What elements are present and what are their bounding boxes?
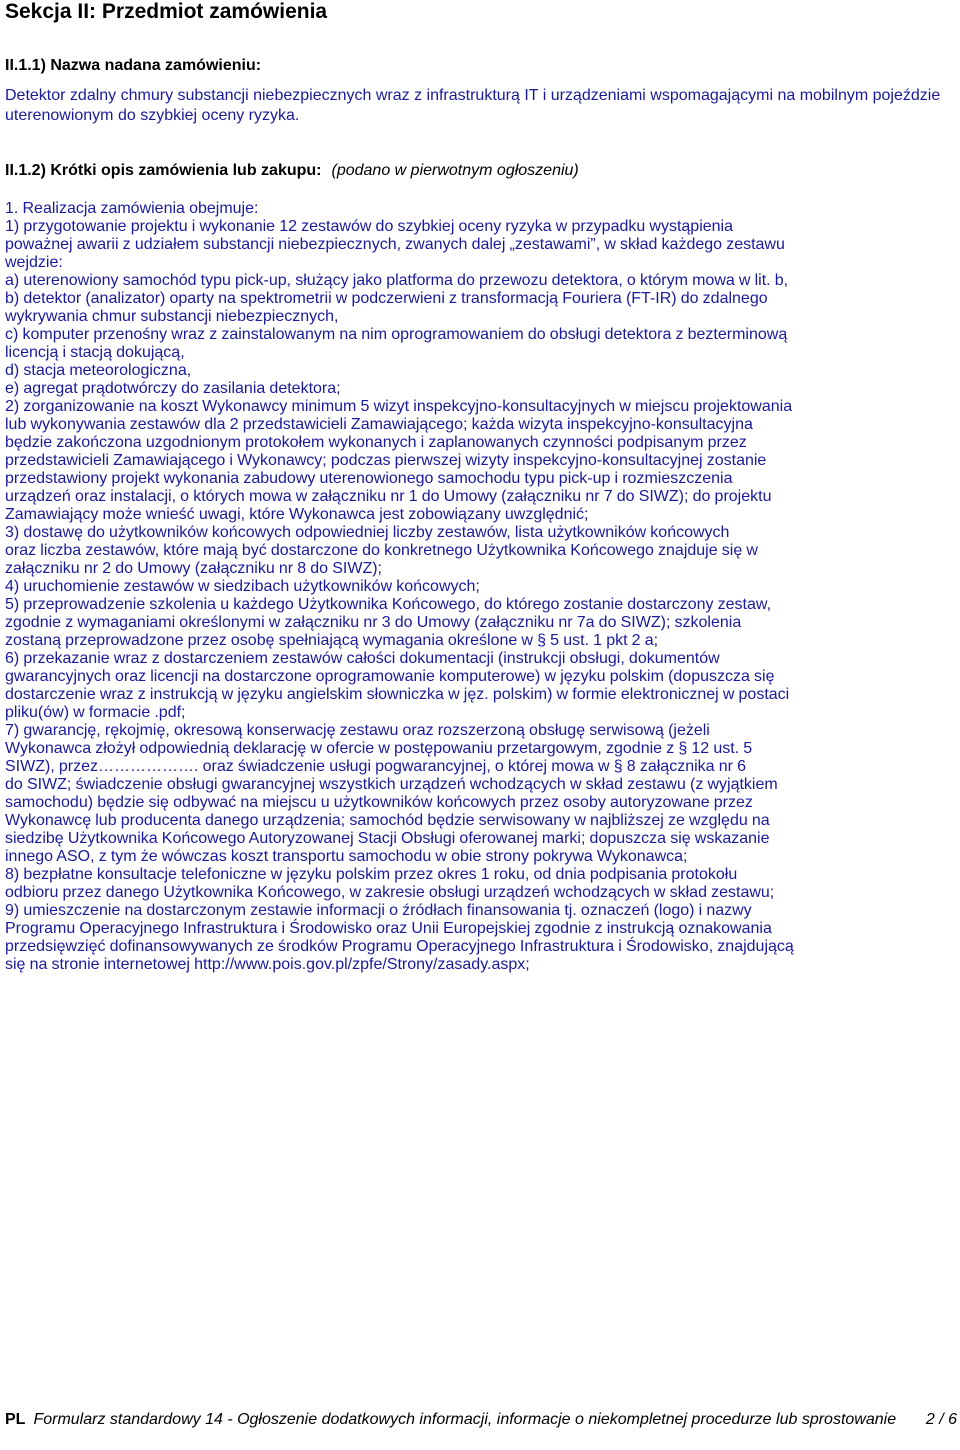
description-line: Zamawiający może wnieść uwagi, które Wykonawca jest zobowiązany uwzględnić; [5, 506, 589, 523]
description-heading-label: II.1.2) Krótki opis zamówienia lub zakupu: [5, 162, 322, 179]
description-line: licencją i stacją dokującą, [5, 344, 185, 361]
description-line: 1) przygotowanie projektu i wykonanie 12 zestawów do szybkiej oceny ryzyka w przypadku wystąpienia [5, 218, 734, 235]
description-line: gwarancyjnych oraz licencji na dostarczone oprogramowanie komputerowe) w języku polskim (dopuszcza się [5, 668, 775, 685]
description-line: będzie zakończona uzgodnionym protokołem wykonanych i zaplanowanych czynności podpisanym przez [5, 434, 747, 451]
footer-page-number: 2 / 6 [925, 1411, 957, 1428]
description-line: Programu Operacyjnego Infrastruktura i Środowisko oraz Unii Europejskiej zgodnie z instrukcją oznakowania [5, 920, 772, 937]
description-line: siedzibę Użytkownika Końcowego Autoryzowanej Stacji Obsługi oferowanej marki; dopuszcza się wskazanie [5, 830, 770, 847]
description-line: b) detektor (analizator) oparty na spektrometrii w podczerwieni z transformacją Fouriera (FT-IR) do zdalnego [5, 290, 768, 307]
description-line: 4) uruchomienie zestawów w siedzibach użytkowników końcowych; [5, 578, 480, 595]
description-line: pliku(ów) w formacie .pdf; [5, 704, 186, 721]
description-line: do SIWZ; świadczenie obsługi gwarancyjnej wszystkich urządzeń wchodzących w skład zestawu (z wyjątkiem [5, 776, 778, 793]
section-title: Sekcja II: Przedmiot zamówienia [5, 0, 328, 23]
description-line: urządzeń oraz instalacji, o których mowa w załączniku nr 1 do Umowy (załączniku nr 7 do SIWZ); do projektu [5, 488, 772, 505]
description-line: innego ASO, z tym że wówczas koszt transportu samochodu w obie strony pokrywa Wykonawca; [5, 848, 688, 865]
description-line: samochodu) będzie się odbywać na miejscu u użytkowników końcowych przez osoby autoryzowane przez [5, 794, 753, 811]
description-line: a) uterenowiony samochód typu pick-up, służący jako platforma do przewozu detektora, o którym mowa w lit. b, [5, 272, 789, 289]
description-line: wykrywania chmur substancji niebezpiecznych, [5, 308, 339, 325]
description-line: załączniku nr 2 do Umowy (załączniku nr 8 do SIWZ); [5, 560, 382, 577]
description-line: oraz liczba zestawów, które mają być dostarczone do konkretnego Użytkownika Końcowego znajduje się w [5, 542, 758, 559]
page-footer [5, 1410, 957, 1430]
description-line: przedstawicieli Zamawiającego i Wykonawcy; podczas pierwszej wizyty inspekcyjno-konsultacyjnej zostanie [5, 452, 767, 469]
description-line: 1. Realizacja zamówienia obejmuje: [5, 200, 259, 217]
description-line: 7) gwarancję, rękojmię, okresową konserwację zestawu oraz rozszerzoną obsługę serwisową (jeżeli [5, 722, 710, 739]
description-line: poważnej awarii z udziałem substancji niebezpiecznych, zwanych dalej „zestawami”, w skład każdego zestawu [5, 236, 785, 253]
description-line: 9) umieszczenie na dostarczonym zestawie informacji o źródłach finansowania tj. oznaczeń (logo) i nazwy [5, 902, 752, 919]
description-line: dostarczenie wraz z instrukcją w języku angielskim słowniczka w jęz. polskim) w formie elektronicznej w postaci [5, 686, 790, 703]
description-line: zostaną przeprowadzone przez osobę spełniającą wymagania określone w § 5 ust. 1 pkt 2 a; [5, 632, 659, 649]
description-line: d) stacja meteorologiczna, [5, 362, 192, 379]
footer-language: PL [5, 1411, 26, 1428]
description-body [5, 200, 957, 974]
name-heading [5, 56, 261, 76]
description-line: 2) zorganizowanie na koszt Wykonawcy minimum 5 wizyt inspekcyjno-konsultacyjnych w miejscu projektowania [5, 398, 793, 415]
name-heading-label: II.1.1) Nazwa nadana zamówieniu: [5, 57, 262, 74]
description-line: 5) przeprowadzenie szkolenia u każdego Użytkownika Końcowego, do którego zostanie dostarczony zestaw, [5, 596, 772, 613]
description-line: 6) przekazanie wraz z dostarczeniem zestawów całości dokumentacji (instrukcji obsługi, dokumentów [5, 650, 720, 667]
description-line: Wykonawcę lub producenta danego urządzenia; samochód będzie serwisowany w najbliższej ze względu na [5, 812, 770, 829]
description-line: zgodnie z wymaganiami określonymi w załączniku nr 3 do Umowy (załączniku nr 7a do SIWZ); szkolenia [5, 614, 742, 631]
footer-form-title: Formularz standardowy 14 - Ogłoszenie dodatkowych informacji, informacje o niekompletnej procedurze lub sprostowanie [33, 1411, 897, 1428]
description-line: 8) bezpłatne konsultacje telefoniczne w języku polskim przez okres 1 roku, od dnia podpisania protokołu [5, 866, 738, 883]
description-line: c) komputer przenośny wraz z zainstalowanym na nim oprogramowaniem do obsługi detektora z bezterminową [5, 326, 788, 343]
description-line: odbioru przez danego Użytkownika Końcowego, w zakresie obsługi urządzeń wchodzących w skład zestawu; [5, 884, 775, 901]
contract-name: Detektor zdalny chmury substancji niebezpiecznych wraz z infrastrukturą IT i urządzeniami wspomagającymi na mobilnym pojeździe uterenowionym do szybkiej oceny ryzyka. [5, 87, 941, 124]
description-line: Wykonawca złożył odpowiednią deklarację w ofercie w postępowaniu przetargowym, zgodnie z § 12 ust. 5 [5, 740, 753, 757]
description-line: się na stronie internetowej http://www.pois.gov.pl/zpfe/Strony/zasady.aspx; [5, 956, 530, 973]
description-line: 3) dostawę do użytkowników końcowych odpowiedniej liczby zestawów, lista użytkowników końcowych [5, 524, 730, 541]
description-line: przedsięwzięć dofinansowywanych ze środków Programu Operacyjnego Infrastruktura i Środowisko, znajdującą [5, 938, 794, 955]
description-heading-note: (podano w pierwotnym ogłoszeniu) [331, 162, 579, 179]
description-line: lub wykonywania zestawów dla 2 przedstawicieli Zamawiającego; każda wizyta inspekcyjno-konsultacyjna [5, 416, 753, 433]
description-heading [5, 161, 579, 181]
description-line: wejdzie: [5, 254, 63, 271]
description-line: SIWZ), przez………………. oraz świadczenie usługi pogwarancyjnej, o której mowa w § 8 załącznika nr 6 [5, 758, 746, 775]
description-line: przedstawiony projekt wykonania zabudowy uterenowionego samochodu typu pick-up i rozmieszczenia [5, 470, 733, 487]
description-line: e) agregat prądotwórczy do zasilania detektora; [5, 380, 341, 397]
